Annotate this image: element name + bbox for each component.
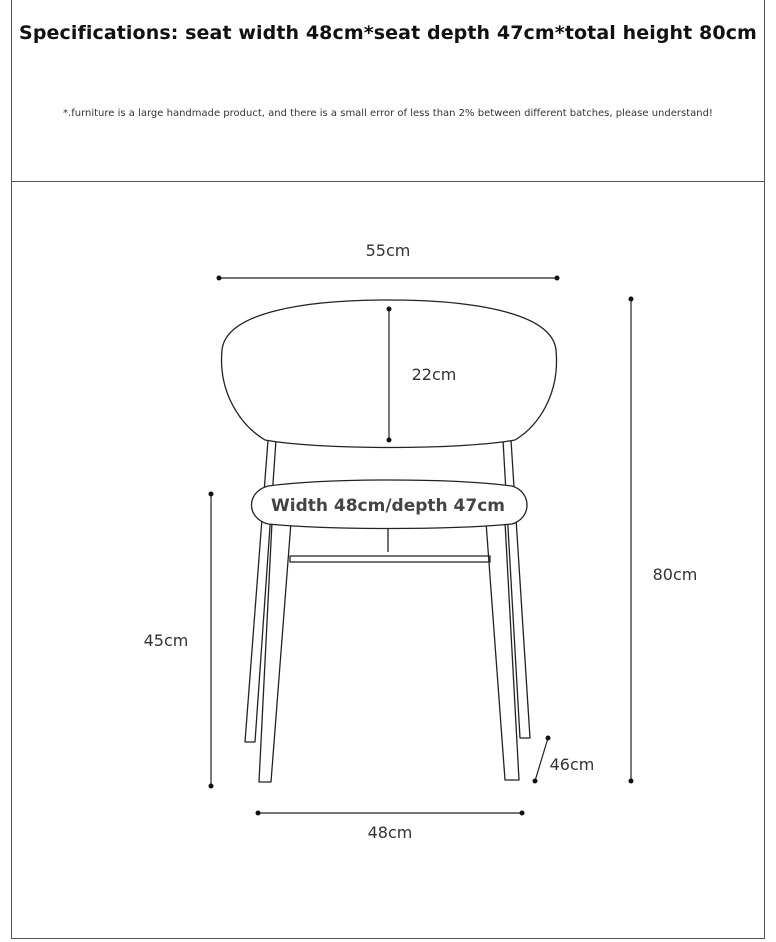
front-right-leg bbox=[486, 522, 519, 780]
base-width-dimension bbox=[256, 811, 525, 816]
seat-height-label: 45cm bbox=[143, 631, 189, 650]
base-depth-label: 46cm bbox=[549, 755, 595, 774]
spec-title: Specifications: seat width 48cm*seat depth 47cm*total height 80cm bbox=[19, 22, 757, 44]
backrest-height-label: 22cm bbox=[411, 365, 457, 384]
overall-width-dimension bbox=[217, 276, 560, 281]
disclaimer-note: *.furniture is a large handmade product, and there is a small error of less than 2% between different batches, please understand! bbox=[63, 108, 713, 119]
front-left-leg bbox=[259, 522, 291, 782]
base-depth-dimension bbox=[533, 736, 551, 784]
overall-width-label: 55cm bbox=[365, 241, 411, 260]
base-width-label: 48cm bbox=[367, 823, 413, 842]
back-right-leg bbox=[503, 440, 530, 738]
stretcher bbox=[290, 526, 490, 562]
seat-height-dimension bbox=[209, 492, 214, 789]
total-height-label: 80cm bbox=[652, 565, 698, 584]
total-height-dimension bbox=[629, 297, 634, 784]
seat-size-label: Width 48cm/depth 47cm bbox=[270, 496, 506, 516]
